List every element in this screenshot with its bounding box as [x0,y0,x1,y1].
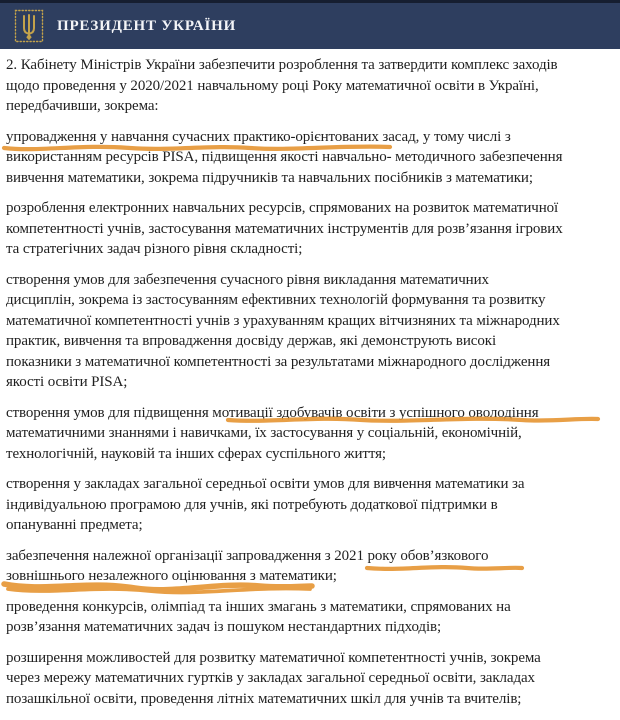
text-line: передбачивши, зокрема: [6,98,159,114]
text-line: розроблення електронних навчальних ресурсів, спрямованих на розвиток математичної [6,200,559,216]
paragraph [6,270,616,393]
text-line: опануванні предмета; [6,517,143,533]
text-line: використанням ресурсів PISA, підвищення якості навчально- методичного забезпечення [6,149,563,165]
text-line: якості освіти PISA; [6,374,128,390]
tryzub-trident-icon [14,9,44,43]
site-title: ПРЕЗИДЕНТ УКРАЇНИ [57,17,237,34]
paragraph [6,546,616,587]
text-line: індивідуальною програмою для учнів, які потребують додаткової підтримки в [6,496,498,513]
text-line: 2. Кабінету Міністрів України забезпечити розроблення та затвердити комплекс заходів [6,57,558,73]
text-line: дисциплін, зокрема із застосуванням ефективних технологій формування та розвитку [6,292,546,308]
text-line: щодо проведення у 2020/2021 навчальному році Року математичної освіти в Україні, [6,77,539,94]
paragraph [6,403,616,465]
text-line: компетентності учнів, застосування математичних інструментів для розв’язання ігрових [6,220,563,237]
text-line: створення у закладах загальної середньої освіти умов для вивчення математики за [6,476,525,492]
text-line: математичними знаннями і навичками, їх застосування у соціальній, економічній, [6,425,522,441]
paragraphs [6,55,616,709]
text-line: забезпечення належної організації запровадження з 2021 року обов’язкового [6,547,489,564]
text-line: показники з математичної компетентності за результатами міжнародного дослідження [6,353,551,370]
paragraph [6,648,616,710]
text-line: проведення конкурсів, олімпіад та інших змагань з математики, спрямованих на [6,598,511,615]
paragraph [6,474,616,536]
text-line: розширення можливостей для розвитку математичної компетентності учнів, зокрема [6,649,541,666]
paragraph [6,597,616,638]
document-body [0,49,620,719]
text-line: розв’язання математичних задач із пошуком нестандартних підходів; [6,619,442,635]
text-line: та стратегічних задач різного рівня складності; [6,241,303,257]
header-logo-link[interactable] [0,3,620,49]
text-line: технологічній, науковій та інших сферах суспільного життя; [6,445,386,462]
text-line: математичної компетентності учнів з урахуванням кращих вітчизняних та міжнародних [6,312,560,329]
text-line: зовнішнього незалежного оцінювання з математики; [6,568,337,584]
paragraph [6,55,616,117]
text-line: практик, вивчення та впровадження досвіду держав, які демонструють високі [6,333,497,349]
text-line: через мережу математичних гуртків у закладах загальної середньої освіти, закладах [6,670,535,686]
text-line: позашкільної освіти, проведення літніх математичних шкіл для учнів та вчителів; [6,690,522,707]
paragraph [6,127,616,189]
text-line: вивчення математики, зокрема підручників та навчальних посібників з математики; [6,169,533,186]
text-line: створення умов для підвищення мотивації здобувачів освіти з успішного оволодіння [6,404,539,421]
paragraph [6,198,616,260]
header-bar [0,0,620,49]
text-line: створення умов для забезпечення сучасного рівня викладання математичних [6,271,489,288]
text-line: упровадження у навчання сучасних практико-орієнтованих засад, у тому числі з [6,128,511,145]
